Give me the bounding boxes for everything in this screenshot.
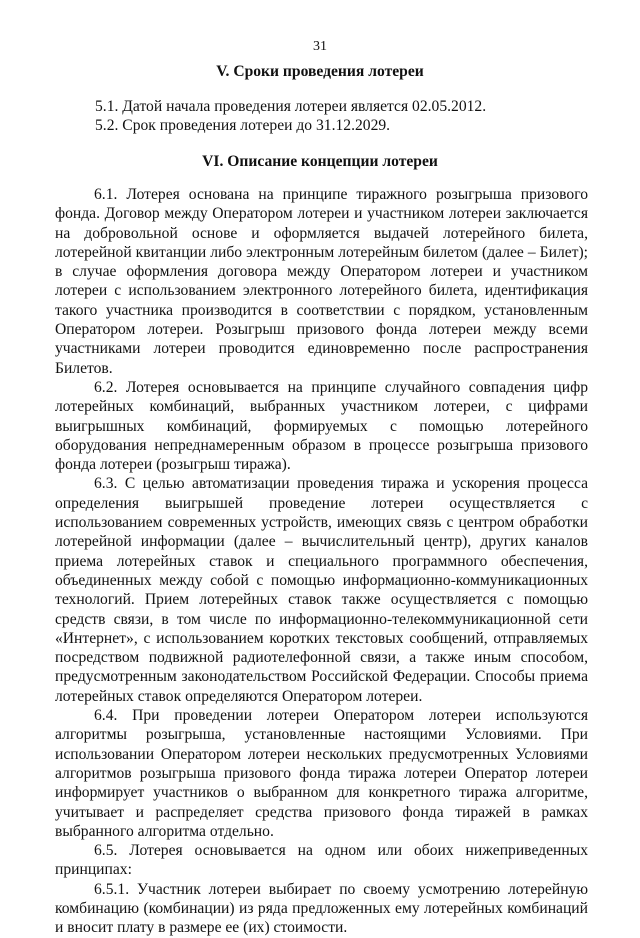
clause-6-5: 6.5. Лотерея основывается на одном или обоих нижеприведенных принципах: xyxy=(55,842,588,879)
clause-5-2: 5.2. Срок проведения лотереи до 31.12.2029. xyxy=(95,117,391,134)
section-6-title: VI. Описание концепции лотереи xyxy=(202,153,438,170)
clause-6-5-1: 6.5.1. Участник лотереи выбирает по своему усмотрению лотерейную комбинацию (комбинации) из ряда предложенных ему лотерейных комбинаций и вносит плату в размере ее (их) стоимости. xyxy=(55,880,588,937)
clause-6-2: 6.2. Лотерея основывается на принципе случайного совпадения цифр лотерейных комбинаций, выбранных участником лотереи, с цифрами выигрышных комбинаций, формируемых с помощью лотерейного оборудования непреднамеренным образом в процессе розыгрыша призового фонда лотереи (розыгрыш тиража). xyxy=(55,378,588,474)
section-6-body xyxy=(55,185,588,938)
clause-5-1: 5.1. Датой начала проведения лотереи является 02.05.2012. xyxy=(95,98,487,115)
clause-6-4: 6.4. При проведении лотереи Оператором лотереи используются алгоритмы розыгрыша, установленные настоящими Условиями. При использовании Оператором лотереи нескольких предусмотренных Условиями алгоритмов розыгрыша призового фонда тиража лотереи Оператор лотереи информирует участников о выбранном для конкретного тиража алгоритме, учитывает и распределяет средства призового фонда тиражей в рамках выбранного алгоритма отдельно. xyxy=(55,707,588,840)
page-number: 31 xyxy=(313,39,327,54)
clause-6-1: 6.1. Лотерея основана на принципе тиражного розыгрыша призового фонда. Договор между Оператором лотереи и участником лотереи заключается на добровольной основе и оформляется выдачей лотерейного билета, лотерейной квитанции либо электронным лотерейным билетом (далее – Билет); в случае оформления договора между Оператором лотереи и участником лотереи с использованием электронного лотерейного билета, идентификация такого участника производится в соответствии с порядком, установленным Оператором лотереи. Розыгрыш призового фонда лотереи между всеми участниками лотереи проводится единовременно после распространения Билетов. xyxy=(55,186,588,377)
clause-6-3: 6.3. С целью автоматизации проведения тиража и ускорения процесса определения выигрышей проведение лотереи осуществляется с использованием современных устройств, имеющих связь с центром обработки лотерейной информации (далее – вычислительный центр), других каналов приема лотерейных ставок и специального программного обеспечения, объединенных между собой с помощью информационно-коммуникационных технологий. Прием лотерейных ставок также осуществляется с помощью средств связи, в том числе по информационно-телекоммуникационной сети «Интернет», с использованием коротких текстовых сообщений, отправляемых посредством подвижной радиотелефонной связи, а также иным способом, предусмотренным законодательством Российской Федерации. Способы приема лотерейных ставок определяются Оператором лотереи. xyxy=(55,475,588,705)
section-5-title: V. Сроки проведения лотереи xyxy=(216,63,424,80)
